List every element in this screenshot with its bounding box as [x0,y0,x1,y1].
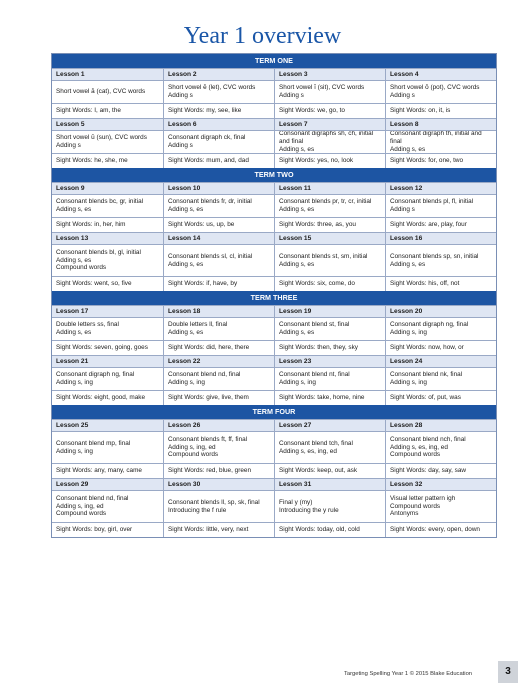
lesson-label: Lesson 32 [385,479,496,490]
sight-words: Sight Words: on, it, is [385,104,496,118]
lesson-topic-row [52,367,496,390]
sight-words: Sight Words: in, her, him [56,221,126,229]
lesson-topic-row [52,244,496,276]
sight-words: Sight Words: any, many, came [56,467,142,475]
lesson-topic: Consonant blends bl, gl, initial Adding s, es Compound words [56,248,141,272]
lesson-label: Lesson 4 [385,69,496,80]
lesson-topic: Short vowel ĭ (sit), CVC words Adding s [274,81,385,103]
lesson-topic: Consonant blends sl, cl, initial Adding s, es [163,245,274,276]
sight-words-row [52,463,496,478]
lesson-topic: Consonant blends ll, sp, sk, final Introducing the f rule [163,491,274,522]
sight-words: Sight Words: then, they, sky [274,341,385,355]
lesson-topic: Consonant digraph ng, final Adding s, ing [56,371,135,386]
lesson-label: Lesson 11 [274,183,385,194]
sight-words: Sight Words: went, so, five [56,280,132,288]
sight-words: Sight Words: we, go, to [274,104,385,118]
lesson-label: Lesson 5 [56,120,85,128]
lesson-topic: Consonant digraphs sh, ch, initial and final Adding s, es [274,131,385,153]
sight-words: Sight Words: every, open, down [385,523,496,537]
lesson-topic: Consonant blend tch, final Adding s, es, ing, ed [274,432,385,463]
term-header: TERM THREE [52,291,496,305]
lesson-label: Lesson 1 [56,70,85,78]
lesson-topic: Consonant blend nd, final Adding s, ing, ed Compound words [56,494,129,518]
lesson-label: Lesson 20 [385,306,496,317]
lesson-label: Lesson 18 [163,306,274,317]
lesson-label: Lesson 15 [274,233,385,244]
sight-words: Sight Words: did, here, there [163,341,274,355]
sight-words-row [52,217,496,232]
sight-words: Sight Words: are, play, four [385,218,496,232]
lesson-label: Lesson 28 [385,420,496,431]
overview-table [51,53,497,538]
lesson-label: Lesson 9 [56,184,85,192]
lesson-topic: Double letters ss, final Adding s, es [56,321,119,336]
lesson-header-row [52,305,496,317]
lesson-topic: Consonant blend mp, final Adding s, ing [56,439,131,455]
lesson-label: Lesson 7 [274,119,385,130]
lesson-topic: Consonant blend nk, final Adding s, ing [385,368,496,390]
lesson-topic: Consonant blends pl, fl, initial Adding s [385,195,496,217]
lesson-topic: Consonant blend nch, final Adding s, es, ing, ed Compound words [385,432,496,463]
lesson-label: Lesson 24 [385,356,496,367]
lesson-topic: Visual letter pattern igh Compound words Antonyms [385,491,496,522]
sight-words-row [52,103,496,118]
lesson-topic: Consonant blend nd, final Adding s, ing [163,368,274,390]
lesson-topic: Consonant blend st, final Adding s, es [274,318,385,340]
page-footer: Targeting Spelling Year 1 © 2015 Blake Education [344,671,473,677]
sight-words: Sight Words: today, old, cold [274,523,385,537]
sight-words: Sight Words: take, home, nine [274,391,385,405]
lesson-topic: Short vowel ĕ (let), CVC words Adding s [163,81,274,103]
lesson-topic-row [52,194,496,217]
lesson-topic-row [52,490,496,522]
lesson-label: Lesson 10 [163,183,274,194]
lesson-topic-row [52,130,496,153]
lesson-label: Lesson 26 [163,420,274,431]
lesson-label: Lesson 17 [56,307,89,315]
sight-words-row [52,153,496,168]
page-number: 3 [498,661,518,683]
lesson-label: Lesson 30 [163,479,274,490]
lesson-topic: Double letters ll, final Adding s, es [163,318,274,340]
page-title: Year 1 overview [183,23,342,49]
sight-words: Sight Words: eight, good, make [56,394,146,402]
term-header: TERM TWO [52,168,496,182]
lesson-label: Lesson 8 [385,119,496,130]
lesson-topic: Consonant blends pr, tr, cr, initial Adding s, es [274,195,385,217]
lesson-topic: Consonant blends ft, ff, final Adding s, ing, ed Compound words [163,432,274,463]
lesson-header-row [52,419,496,431]
sight-words: Sight Words: my, see, like [163,104,274,118]
lesson-label: Lesson 12 [385,183,496,194]
sight-words: Sight Words: mum, and, dad [163,154,274,168]
lesson-topic: Short vowel ŏ (pot), CVC words Adding s [385,81,496,103]
sight-words: Sight Words: for, one, two [385,154,496,168]
lesson-header-row [52,478,496,490]
lesson-topic: Consonant digraph th, initial and final Adding s, es [385,131,496,153]
lesson-label: Lesson 21 [56,357,89,365]
lesson-topic-row [52,80,496,103]
lesson-header-row [52,68,496,80]
sight-words: Sight Words: boy, girl, over [56,526,133,534]
sight-words-row [52,340,496,355]
sight-words: Sight Words: red, blue, green [163,464,274,478]
lesson-label: Lesson 25 [56,421,89,429]
term-header: TERM ONE [52,54,496,68]
sight-words-row [52,522,496,537]
lesson-topic-row [52,431,496,463]
lesson-topic: Consonant blends sp, sn, initial Adding s, es [385,245,496,276]
lesson-label: Lesson 2 [163,69,274,80]
term-header: TERM FOUR [52,405,496,419]
sight-words: Sight Words: his, off, not [385,277,496,291]
lesson-label: Lesson 29 [56,480,89,488]
lesson-topic: Consonant blends bc, gr, initial Adding s, es [56,198,144,213]
lesson-topic: Consonant digraph ng, final Adding s, ing [385,318,496,340]
lesson-topic: Short vowel ă (cat), CVC words [56,88,146,96]
sight-words: Sight Words: give, live, them [163,391,274,405]
sight-words: Sight Words: seven, going, goes [56,344,148,352]
sight-words: Sight Words: yes, no, look [274,154,385,168]
sight-words: Sight Words: of, put, was [385,391,496,405]
lesson-header-row [52,355,496,367]
lesson-header-row [52,182,496,194]
lesson-label: Lesson 6 [163,119,274,130]
lesson-topic: Final y (my) Introducing the y rule [274,491,385,522]
sight-words: Sight Words: day, say, saw [385,464,496,478]
sight-words: Sight Words: I, am, the [56,107,121,115]
sight-words: Sight Words: he, she, me [56,157,128,165]
sight-words: Sight Words: little, very, next [163,523,274,537]
lesson-label: Lesson 27 [274,420,385,431]
lesson-topic: Short vowel ŭ (sun), CVC words Adding s [56,134,147,149]
lesson-topic: Consonant blends fr, dr, initial Adding s, es [163,195,274,217]
lesson-header-row [52,232,496,244]
sight-words: Sight Words: if, have, by [163,277,274,291]
sight-words: Sight Words: six, come, do [274,277,385,291]
lesson-label: Lesson 3 [274,69,385,80]
lesson-label: Lesson 19 [274,306,385,317]
sight-words: Sight Words: keep, out, ask [274,464,385,478]
lesson-header-row [52,118,496,130]
lesson-label: Lesson 14 [163,233,274,244]
sight-words: Sight Words: us, up, be [163,218,274,232]
lesson-topic: Consonant digraph ck, final Adding s [163,131,274,153]
sight-words: Sight Words: now, how, or [385,341,496,355]
lesson-label: Lesson 23 [274,356,385,367]
lesson-label: Lesson 16 [385,233,496,244]
lesson-topic-row [52,317,496,340]
lesson-label: Lesson 13 [56,234,89,242]
sight-words-row [52,276,496,291]
sight-words-row [52,390,496,405]
sight-words: Sight Words: three, as, you [274,218,385,232]
lesson-topic: Consonant blend nt, final Adding s, ing [274,368,385,390]
lesson-label: Lesson 31 [274,479,385,490]
lesson-label: Lesson 22 [163,356,274,367]
lesson-topic: Consonant blends st, sm, initial Adding s, es [274,245,385,276]
